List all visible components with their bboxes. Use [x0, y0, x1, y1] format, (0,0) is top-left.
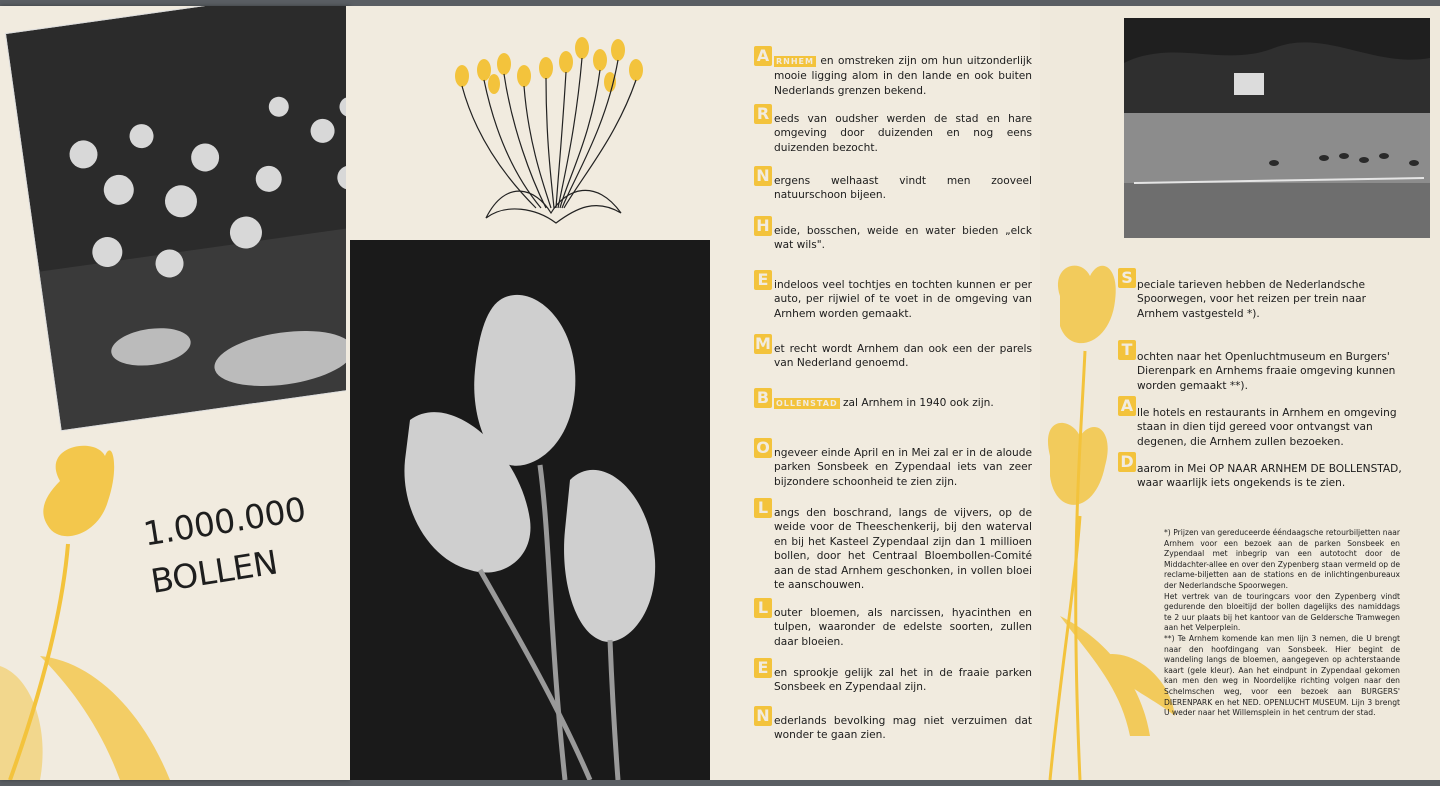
park-landscape-photo	[1124, 18, 1430, 238]
drop-initial: H	[754, 216, 772, 236]
drop-initial: A	[1118, 396, 1136, 416]
paragraph-lead-word: RNHEM	[776, 57, 814, 66]
panel-arnhem-text	[710, 6, 1040, 780]
drop-initial: T	[1118, 340, 1136, 360]
drop-initial: O	[754, 438, 772, 458]
travel-paragraph: aarom in Mei OP NAAR ARNHEM DE BOLLENSTAD, waar waarlijk iets ongekends is te zien.	[1137, 463, 1402, 490]
travel-paragraph: peciale tarieven hebben de Nederlandsche Spoorwegen, voor het reizen per trein naar Arnhem vastgesteld *).	[1137, 279, 1366, 320]
drop-initial: B	[754, 388, 772, 408]
yellow-tulip-decoration	[1040, 256, 1180, 780]
drop-initial: L	[754, 498, 772, 518]
drop-initial: E	[754, 658, 772, 678]
tulip-bunch-illustration	[446, 28, 656, 228]
paragraph-text: ederlands bevolking mag niet verzuimen dat wonder te gaan zien.	[774, 715, 1032, 742]
panel-travel-info	[1040, 6, 1440, 780]
footnote-rail-prices: *) Prijzen van gereduceerde ééndaagsche retourbiljetten naar Arnhem voor een bezoek aan de parken Sonsbeek en Zypendaal met inbegrip van een autotocht door de Middachter-allee en over den Zypenberg staan vermeld op de reclame-biljetten aan de stations en de inlichtingenbureaux der Nederlandsche Spoorwegen.	[1164, 528, 1400, 590]
title-line-bulbs: BOLLEN	[148, 542, 281, 601]
footnote-touringcars: Het vertrek van de touringcars voor den Zypenberg vindt gedurende den bloeitijd der bollen dagelijks des namiddags te 2 uur plaats bij het kantoor van de Geldersche Tramwegen aan het Velperplein.	[1164, 591, 1400, 633]
arnhem-paragraph	[774, 606, 1032, 649]
arnhem-paragraph	[774, 506, 1032, 592]
travel-paragraph: lle hotels en restaurants in Arnhem en omgeving staan in dien tijd gereed voor ontvangst van degenen, die Arnhem zullen bezoeken.	[1137, 407, 1397, 448]
paragraph-text: eeds van oudsher werden de stad en hare omgeving door duizenden en nog eens duizenden bezocht.	[774, 113, 1032, 154]
arnhem-paragraph	[774, 666, 1032, 695]
drop-initial: M	[755, 334, 771, 353]
paragraph-text: zal Arnhem in 1940 ook zijn.	[842, 397, 994, 409]
drop-initial: A	[754, 46, 772, 66]
footnote-tram-route: **) Te Arnhem komende kan men lijn 3 nemen, die U brengt naar den hoofdingang van Sonsbeek. Hier begint de wandeling langs de bloemen, aangegeven op achterstaande kaart (gele kleur). Aan het eindpunt in Zypendaal gekomen kan men den weg in Noordelijke richting volgen naar den Schelmschen weg, voor een bezoek aan BURGERS' DIERENPARK en het NED. OPENLUCHT MUSEUM. Lijn 3 brengt U weder naar het Willemsplein in het centrum der stad.	[1164, 633, 1400, 718]
paragraph-text: indeloos veel tochtjes en tochten kunnen er per auto, per rijwiel of te voet in de omgeving van Arnhem worden gemaakt.	[774, 279, 1032, 320]
drop-initial: S	[1118, 268, 1136, 288]
arnhem-paragraph	[774, 342, 1032, 371]
arnhem-paragraph	[774, 278, 1032, 321]
arnhem-paragraph	[774, 396, 1032, 411]
arnhem-paragraph	[774, 224, 1032, 253]
panel-cover	[0, 6, 350, 780]
paragraph-lead-word: OLLENSTAD	[776, 399, 838, 408]
drop-initial: R	[754, 104, 772, 124]
drop-initial: D	[1118, 452, 1136, 472]
paragraph-text: et recht wordt Arnhem dan ook een der parels van Nederland genoemd.	[774, 343, 1032, 370]
drop-initial: L	[754, 598, 772, 618]
tulip-photo	[350, 240, 710, 780]
drop-initial: N	[754, 706, 772, 726]
paragraph-text: en sprookje gelijk zal het in de fraaie parken Sonsbeek en Zypendaal zijn.	[774, 667, 1032, 694]
drop-initial: N	[754, 166, 772, 186]
paragraph-text: ngeveer einde April en in Mei zal er in de aloude parken Sonsbeek en Zypendaal iets van zeer bijzondere schoonheid te zien zijn.	[774, 447, 1032, 488]
arnhem-paragraph	[774, 54, 1032, 98]
travel-paragraph: ochten naar het Openluchtmuseum en Burgers' Dierenpark en Arnhems fraaie omgeving kunnen worden gemaakt **).	[1137, 351, 1396, 392]
footnotes	[1164, 528, 1400, 719]
arnhem-paragraph	[774, 446, 1032, 489]
drop-initial: E	[754, 270, 772, 290]
paragraph-text: eide, bosschen, weide en water bieden „elck wat wils".	[774, 225, 1032, 252]
panel-tulips	[346, 6, 710, 780]
title-line-count: 1.000.000	[140, 489, 309, 554]
arnhem-paragraph	[774, 174, 1032, 203]
yellow-tulip-illustration	[0, 426, 350, 780]
paragraph-text: en omstreken zijn om hun uitzonderlijk mooie ligging alom in den lande en ook buiten Nederlands grenzen bekend.	[774, 55, 1032, 97]
paragraph-text: outer bloemen, als narcissen, hyacinthen en tulpen, waaronder de edelste soorten, zullen daar bloeien.	[774, 607, 1032, 648]
arnhem-paragraph	[774, 714, 1032, 743]
paragraph-text: angs den boschrand, langs de vijvers, op de weide voor de Theeschenkerij, bij den waterval en bij het Kasteel Zypendaal zijn dan 1 millioen bollen, door het Centraal Bloembollen-Comité aan de stad Arnhem geschonken, in vollen bloei te aanschouwen.	[774, 507, 1032, 592]
paragraph-text: ergens welhaast vindt men zooveel natuurschoon bijeen.	[774, 175, 1032, 202]
narcissus-photo	[6, 6, 350, 430]
arnhem-paragraph	[774, 112, 1032, 155]
